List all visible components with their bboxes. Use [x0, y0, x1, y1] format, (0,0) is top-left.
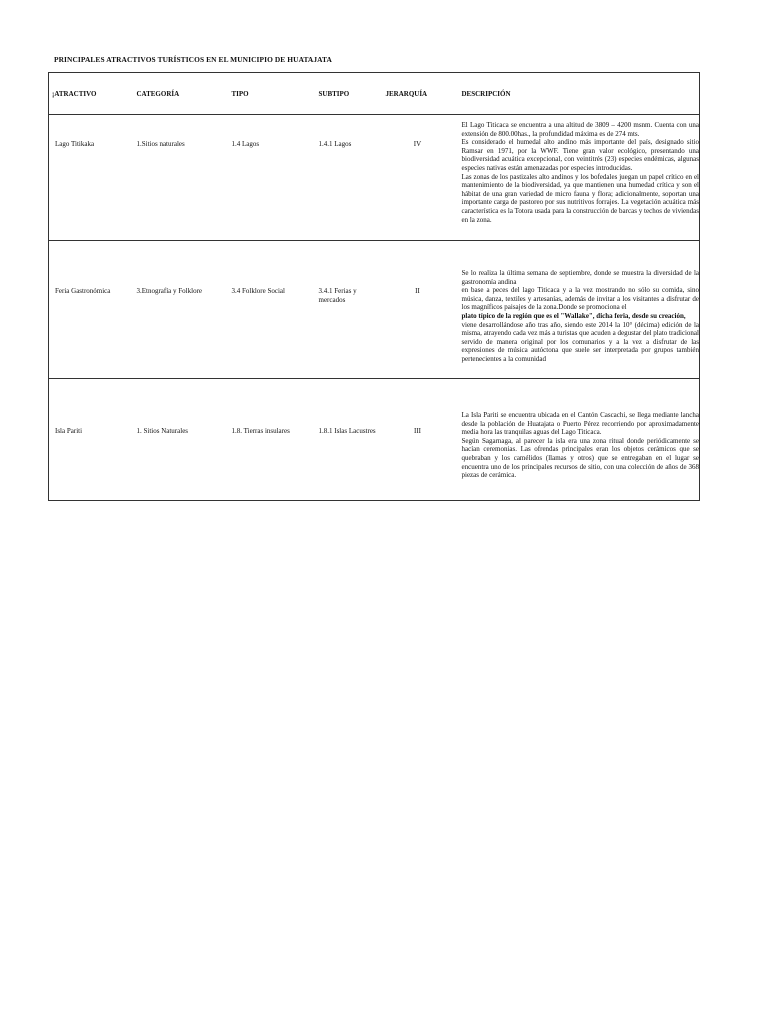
- cell-atractivo: Feria Gastronómica: [49, 241, 137, 379]
- header-subtipo: SUBTIPO: [318, 90, 350, 99]
- cell-subtipo: 1.4.1 Lagos: [314, 115, 382, 241]
- table-header-row: [49, 73, 700, 115]
- header-categoria: CATEGORÍA: [136, 90, 180, 99]
- cell-tipo: 1.8. Tierras insulares: [232, 379, 314, 501]
- cell-atractivo: Isla Pariti: [49, 379, 137, 501]
- description-paragraph: La Isla Pariti se encuentra ubicada en el Cantón Cascachi, se llega mediante lancha desde la población de Huatajata o Puerto Pérez recorriendo por aproximadamente media hora las tranquilas aguas del Lago Titicaca.: [461, 411, 699, 437]
- header-tipo: TIPO: [231, 90, 249, 99]
- header-jerarquia: JERARQUÍA: [385, 90, 428, 99]
- header-atractivo: ¡ATRACTIVO: [52, 90, 97, 99]
- description-paragraph: plato típico de la región que es el "Wallake", dicha feria, desde su creación,: [461, 311, 686, 320]
- description-paragraph: en base a peces del lago Titicaca y a la vez mostrando no sólo su comida, sino música, danza, textiles y artesanías, además de invitar a los visitantes a disfrutar de los magníficos paisajes de la zona.Donde se promociona el: [461, 286, 699, 312]
- cell-jerarquia: III: [382, 379, 454, 501]
- cell-jerarquia: II: [382, 241, 454, 379]
- cell-descripcion: [454, 241, 700, 379]
- cell-categoria: 1. Sitios Naturales: [137, 379, 232, 501]
- cell-atractivo: Lago Titikaka: [49, 115, 137, 241]
- cell-descripcion: [454, 115, 700, 241]
- cell-tipo: 3.4 Folklore Social: [232, 241, 314, 379]
- cell-tipo: 1.4 Lagos: [232, 115, 314, 241]
- table-row: [49, 379, 700, 501]
- header-descripcion: DESCRIPCIÓN: [461, 90, 511, 99]
- cell-subtipo: 1.8.1 Islas Lacustres: [314, 379, 382, 501]
- cell-categoria: 3.Etnografía y Folklore: [137, 241, 232, 379]
- cell-categoria: 1.Sitios naturales: [137, 115, 232, 241]
- cell-jerarquia: IV: [382, 115, 454, 241]
- document-title: PRINCIPALES ATRACTIVOS TURÍSTICOS EN EL MUNICIPIO DE HUATAJATA: [54, 55, 332, 64]
- description-paragraph: Las zonas de los pastizales alto andinos y los bofedales juegan un papel crítico en el mantenimiento de la biodiversidad, ya que mantienen una humedad crítica y son el hábitat de una gran variedad de micro fauna y flora; adicionalmente, soportan una importante carga de pastoreo por sus nutritivos forrajes. La vegetación acuática más característica es la Totora usada para la construcción de barcas y techos de viviendas en la zona.: [461, 172, 699, 224]
- table-row: [49, 115, 700, 241]
- description-paragraph: El Lago Titicaca se encuentra a una altitud de 3809 – 4200 msnm. Cuenta con una extensión de 800.00has., la profundidad máxima es de 274 mts.: [461, 121, 699, 138]
- cell-subtipo: 3.4.1 Ferias y mercados: [314, 241, 382, 379]
- table-row: [49, 241, 700, 379]
- cell-descripcion: [454, 379, 700, 501]
- attractions-table: [48, 72, 700, 501]
- description-paragraph: Según Sagarnaga, al parecer la isla era una zona ritual donde periódicamente se hacían ceremonias. Las ofrendas principales eran los objetos cerámicos que se quebraban y los camélidos (llamas y otros) que se entregaban en el lugar se encuentra uno de los principales recursos de sitio, con una colección de años de 368 piezas de cerámica.: [461, 436, 699, 480]
- description-paragraph: Es considerado el humedal alto andino más importante del país, designado sitio Ramsar en 1971, por la WWF. Tiene gran valor ecológico, presentando una biodiversidad acuática excepcional, con veintitrés (23) especies endémicas, algunas especies nativas están amenazadas por especies introducidas.: [461, 138, 699, 172]
- description-paragraph: Se lo realiza la última semana de septiembre, donde se muestra la diversidad de la gastronomía andina: [461, 269, 699, 286]
- description-paragraph: viene desarrollándose año tras año, siendo este 2014 la 10° (décima) edición de la misma, atrayendo cada vez más a turistas que acuden a degustar del plato tradicional servido de manera original por los comunarios y a la vez a disfrutar de las expresiones de música autóctona que suele ser interpretada por grupos también pertenecientes a la comunidad: [461, 320, 699, 363]
